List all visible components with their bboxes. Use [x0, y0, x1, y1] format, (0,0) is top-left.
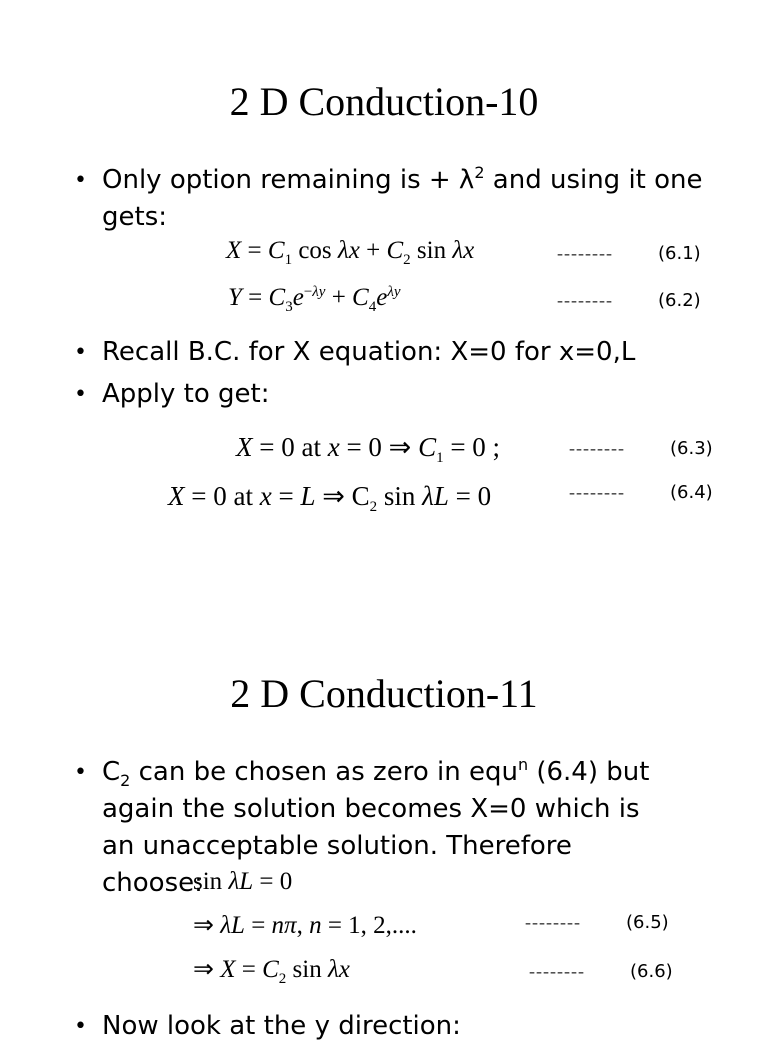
dash-leader: --------: [525, 912, 581, 932]
bullet-apply: [74, 376, 714, 413]
equation-6-5: ⇒ λL = nπ, n = 1, 2,....: [193, 912, 417, 939]
equation-number: (6.1): [658, 243, 701, 264]
dash-leader: --------: [569, 438, 625, 458]
bullet-dot: •: [74, 340, 87, 365]
dash-leader: --------: [557, 243, 613, 263]
dash-leader: --------: [557, 290, 613, 310]
equation-number: (6.6): [630, 961, 673, 982]
bullet-dot: •: [74, 168, 87, 193]
bullet-recall-bc: [74, 334, 714, 371]
slide-title-2: 2 D Conduction-11: [230, 671, 538, 716]
bullet-text: Now look at the y direction:: [102, 1011, 461, 1041]
equation-number: (6.3): [670, 438, 713, 459]
dash-leader: --------: [529, 961, 585, 981]
bullet-text: Recall B.C. for X equation: X=0 for x=0,L: [102, 337, 636, 367]
bullet-dot: •: [74, 760, 87, 785]
bullet-only-option: [74, 162, 714, 236]
bullet-text: $C_2$ can be chosen as zero in equ$^n$ (6.4) but again the solution becomes X=0 which is an unacceptable solution. Therefore choose:: [102, 755, 650, 898]
equation-sin-lambda-l: sin λL = 0: [193, 868, 293, 895]
equation-number: (6.2): [658, 290, 701, 311]
bullet-text: Apply to get:: [102, 379, 270, 409]
equation-6-2: $Y = C_3e^{-\lambda y} + C_4e^{\lambda y}$: [228, 284, 401, 315]
bullet-text: Only option remaining is + $\lambda^2$ and using it one gets:: [102, 163, 703, 232]
bullet-c2-zero: [74, 754, 674, 902]
bullet-dot: •: [74, 1014, 87, 1039]
equation-number: (6.4): [670, 482, 713, 503]
bullet-dot: •: [74, 382, 87, 407]
equation-number: (6.5): [626, 912, 669, 933]
equation-6-3: X = 0 at x = 0 ⇒ $C_1 = 0$ ;: [236, 432, 501, 466]
equation-6-4: X = 0 at x = L ⇒ $C_2$ sin λL = 0: [168, 481, 492, 515]
equation-6-1: $X = C_1$ $\cos \lambda x + C_2$ sin λx: [226, 237, 475, 268]
equation-6-6: ⇒ $X = C_2$ sin λx: [193, 956, 350, 987]
slide-title-1: 2 D Conduction-10: [229, 79, 539, 124]
dash-leader: --------: [569, 482, 625, 502]
bullet-y-direction: [74, 1008, 714, 1045]
